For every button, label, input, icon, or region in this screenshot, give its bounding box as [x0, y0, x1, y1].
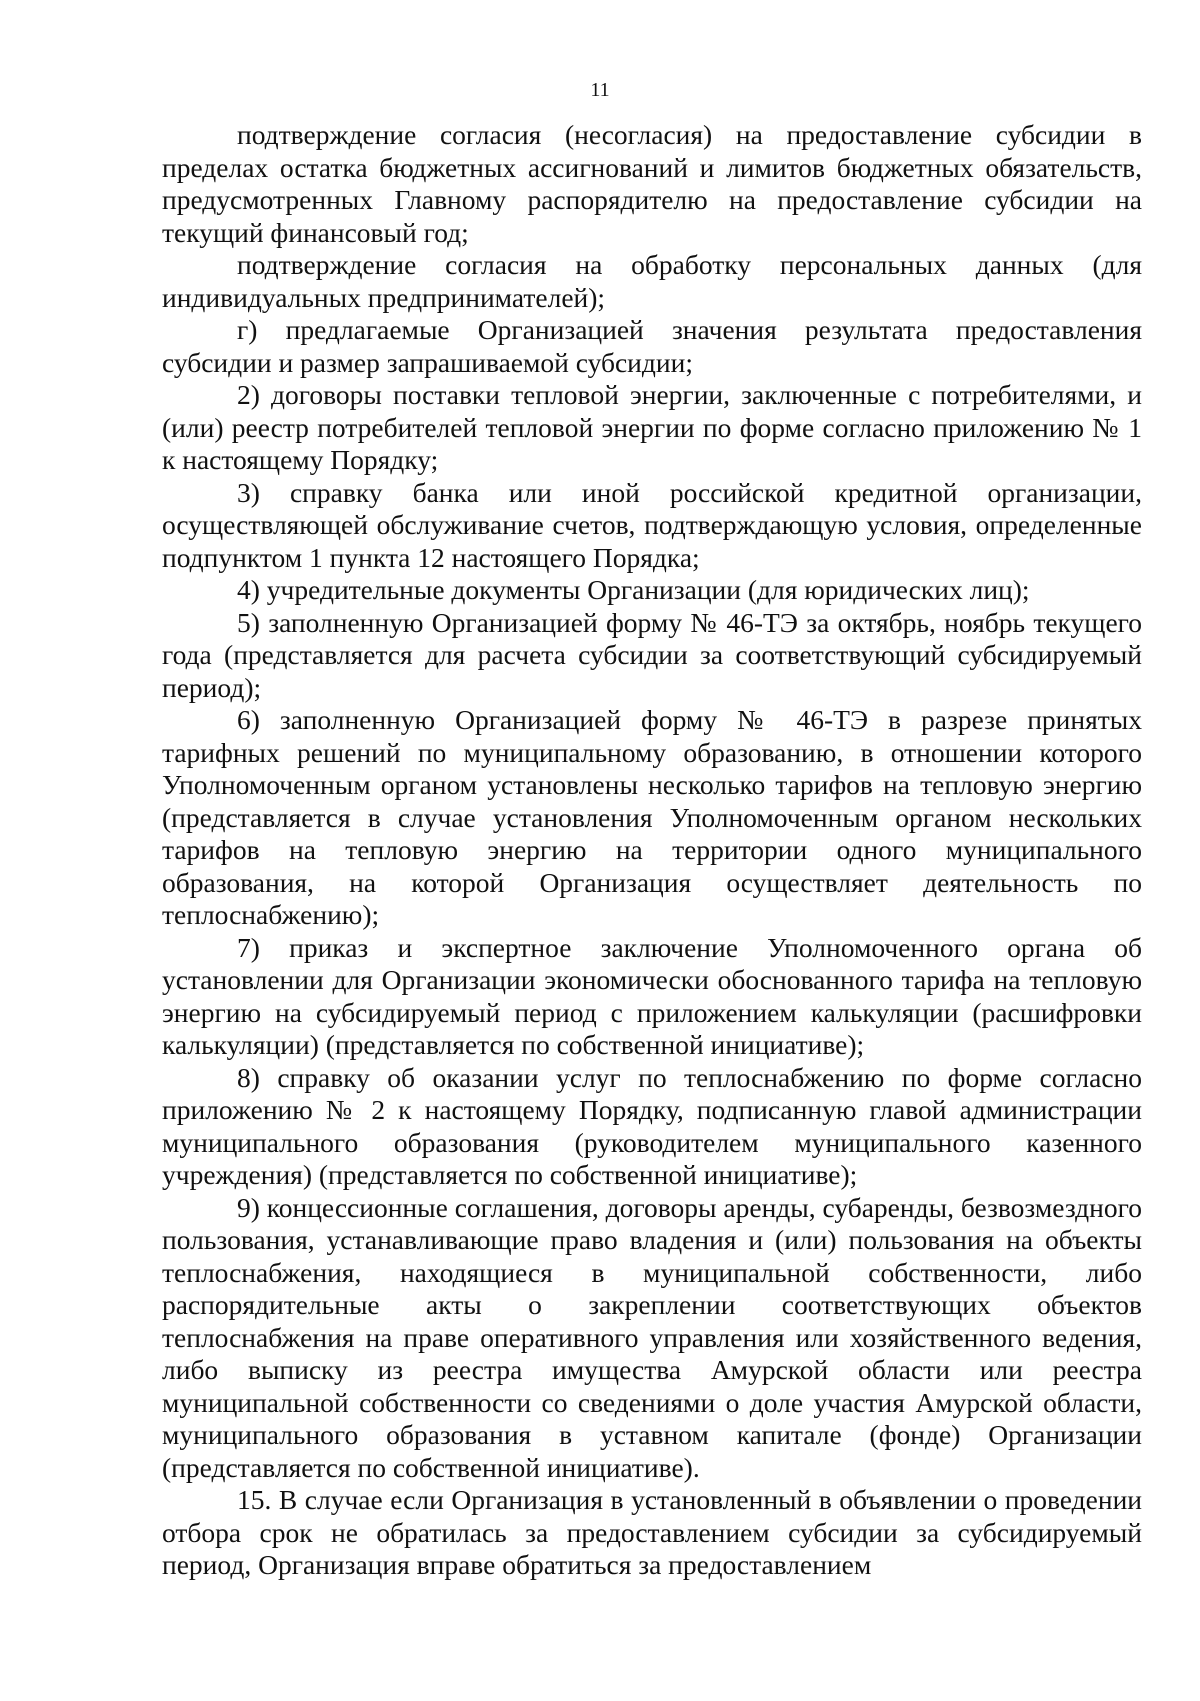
paragraph-result-values: г) предлагаемые Организацией значения результата предоставления субсидии и размер запрашиваемой субсидии; [162, 314, 1142, 378]
paragraph-item-2: 2) договоры поставки тепловой энергии, заключенные с потребителями, и (или) реестр потребителей тепловой энергии по форме согласно приложению № 1 к настоящему Порядку; [162, 379, 1142, 475]
paragraph-item-7: 7) приказ и экспертное заключение Уполномоченного органа об установлении для Организации экономически обоснованного тарифа на тепловую энергию на субсидируемый период с приложением калькуляции (расшифровки калькуляции) (представляется по собственной инициативе); [162, 931, 1142, 1060]
paragraph-item-9: 9) концессионные соглашения, договоры аренды, субаренды, безвозмездного пользования, устанавливающие право владения и (или) пользования на объекты теплоснабжения, находящиеся в муниципальной собственности, либо распорядительные акты о закреплении соответствующих объектов теплоснабжения на праве оперативного управления или хозяйственного ведения, либо выписку из реестра имущества Амурской области или реестра муниципальной собственности со сведениями о доле участия Амурской области, муниципального образования в уставном капитале (фонде) Организации (представляется по собственной инициативе). [162, 1191, 1142, 1483]
document-body [162, 119, 1142, 1582]
paragraph-item-6: 6) заполненную Организацией форму № 46-ТЭ в разрезе принятых тарифных решений по муниципальному образованию, в отношении которого Уполномоченным органом установлены несколько тарифов на тепловую энергию (представляется в случае установления Уполномоченным органом нескольких тарифов на тепловую энергию на территории одного муниципального образования, на которой Организация осуществляет деятельность по теплоснабжению); [162, 704, 1142, 930]
paragraph-personal-data-consent: подтверждение согласия на обработку персональных данных (для индивидуальных предпринимателей); [162, 249, 1142, 313]
paragraph-item-4: 4) учредительные документы Организации (для юридических лиц); [237, 574, 1030, 605]
paragraph-item-3: 3) справку банка или иной российской кредитной организации, осуществляющей обслуживание счетов, подтверждающую условия, определенные подпунктом 1 пункта 12 настоящего Порядка; [162, 476, 1142, 573]
paragraph-item-8: 8) справку об оказании услуг по теплоснабжению по форме согласно приложению № 2 к настоящему Порядку, подписанную главой администрации муниципального образования (руководителем муниципального казенного учреждения) (представляется по собственной инициативе); [162, 1061, 1142, 1190]
paragraph-item-5: 5) заполненную Организацией форму № 46-ТЭ за октябрь, ноябрь текущего года (представляется для расчета субсидии за соответствующий субсидируемый период); [162, 606, 1142, 703]
paragraph-disagreement-confirmation: подтверждение согласия (несогласия) на предоставление субсидии в пределах остатка бюджетных ассигнований и лимитов бюджетных обязательств, предусмотренных Главному распорядителю на предоставление субсидии на текущий финансовый год; [162, 119, 1142, 248]
paragraph-section-15: 15. В случае если Организация в установленный в объявлении о проведении отбора срок не обратилась за предоставлением субсидии за субсидируемый период, Организация вправе обратиться за предоставлением [162, 1484, 1142, 1580]
page-number: 11 [590, 79, 610, 101]
